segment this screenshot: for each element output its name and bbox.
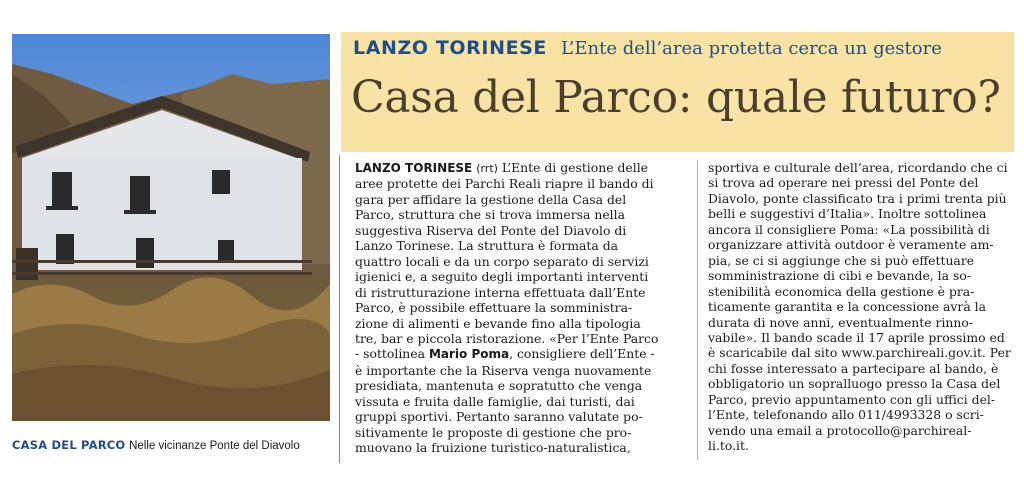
article-line: durata di nove anni, eventualmente rinno- xyxy=(708,314,974,330)
article-line: Diavolo, ponte classificato tra i primi trenta più xyxy=(708,190,1007,206)
article-line: di ristrutturazione interna effettuata dall’Ente xyxy=(355,284,646,300)
article-photo xyxy=(12,34,330,421)
article-line: vissuta e fruita dalle famiglie, dai turisti, dai xyxy=(355,393,635,409)
article-column-1 xyxy=(355,160,690,456)
caption-head: CASA DEL PARCO xyxy=(12,438,126,452)
article-line: zione di alimenti e bevande fino alla tipologia xyxy=(355,315,641,331)
article-line: Parco, previo appuntamento con gli uffici del- xyxy=(708,391,996,407)
article-line: presidiata, mantenuta e sopratutto che venga xyxy=(355,378,643,394)
article-line: somministrazione di cibi e bevande, la so- xyxy=(708,268,971,284)
article-line: Lanzo Torinese. La struttura è formata da xyxy=(355,238,619,254)
article-line: sportiva e culturale dell’area, ricordando che ci xyxy=(708,160,1008,175)
article-line: suggestiva Riserva del Ponte del Diavolo di xyxy=(355,222,627,238)
article-line: ticamente garantita e la concessione avrà la xyxy=(708,299,987,315)
article-line: pia, se ci si aggiunge che si può effettuare xyxy=(708,252,975,268)
article-line: stenibilità economica della gestione è pra- xyxy=(708,283,975,299)
article-line: Parco, è possibile effettuare la somministra- xyxy=(355,300,633,316)
lead-text: L’Ente di gestione delle xyxy=(501,160,648,175)
article-line: sitivamente le proposte di gestione che pro- xyxy=(355,424,632,440)
lead-place: LANZO TORINESE xyxy=(355,161,473,175)
quote-intro: - sottolinea xyxy=(355,346,425,362)
article-line: belli e suggestivi d’Italia». Inoltre sottolinea xyxy=(708,206,987,222)
article-line: obbligatorio un sopralluogo presso la Casa del xyxy=(708,376,1001,392)
column-rule xyxy=(339,155,340,463)
article-line: chi fosse interessato a partecipare al bando, è xyxy=(708,360,999,376)
article-line: l’Ente, telefonando allo 011/4993328 o scri- xyxy=(708,407,984,423)
article-line: vendo una email a protocollo@parchireal- xyxy=(708,422,972,438)
article-column-2 xyxy=(708,160,1013,454)
quote-role: , consigliere dell’Ente - xyxy=(509,346,655,362)
article-line xyxy=(355,160,690,176)
article-line: quattro locali e da un corpo separato di servizi xyxy=(355,253,649,269)
article-line: vabile». Il bando scade il 17 aprile prossimo ed xyxy=(708,329,1005,345)
kicker-subtitle: L’Ente dell’area protetta cerca un gestore xyxy=(561,38,942,59)
caption-text: Nelle vicinanze Ponte del Diavolo xyxy=(129,440,300,452)
article-line: è importante che la Riserva venga nuovamente xyxy=(355,362,652,378)
article-line: aree protette dei Parchi Reali riapre il bando di xyxy=(355,176,654,192)
article-line: igienici e, a seguito degli importanti interventi xyxy=(355,269,649,285)
article-line: si trova ad operare nei pressi del Ponte del xyxy=(708,175,979,191)
article-line: li.to.it. xyxy=(708,438,749,454)
article-line: ancora il consigliere Poma: «La possibilità di xyxy=(708,221,990,237)
column-divider xyxy=(697,160,698,460)
photo-caption xyxy=(12,438,332,452)
kicker-place: LANZO TORINESE xyxy=(353,37,548,59)
article-line xyxy=(355,346,690,362)
headline: Casa del Parco: quale futuro? xyxy=(351,72,1001,123)
quoted-person: Mario Poma xyxy=(428,347,510,362)
article-line: tre, bar e piccola ristorazione. «Per l’Ente Parco xyxy=(355,330,659,346)
article-line: gara per affidare la gestione della Casa del xyxy=(355,191,627,207)
kicker xyxy=(353,37,942,59)
headline-band xyxy=(341,32,1014,152)
article-line: organizzare attività outdoor è veramente am- xyxy=(708,237,994,253)
lead-tag: (rrt) xyxy=(476,162,498,175)
article-line: Parco, struttura che si trova immersa nella xyxy=(355,207,625,223)
article-line: è scaricabile dal sito www.parchireali.gov.it. Per xyxy=(708,345,1011,361)
article-line: muovano la fruizione turistico-naturalistica, xyxy=(355,440,631,456)
article-line: gruppi sportivi. Pertanto saranno valutate po- xyxy=(355,409,643,425)
